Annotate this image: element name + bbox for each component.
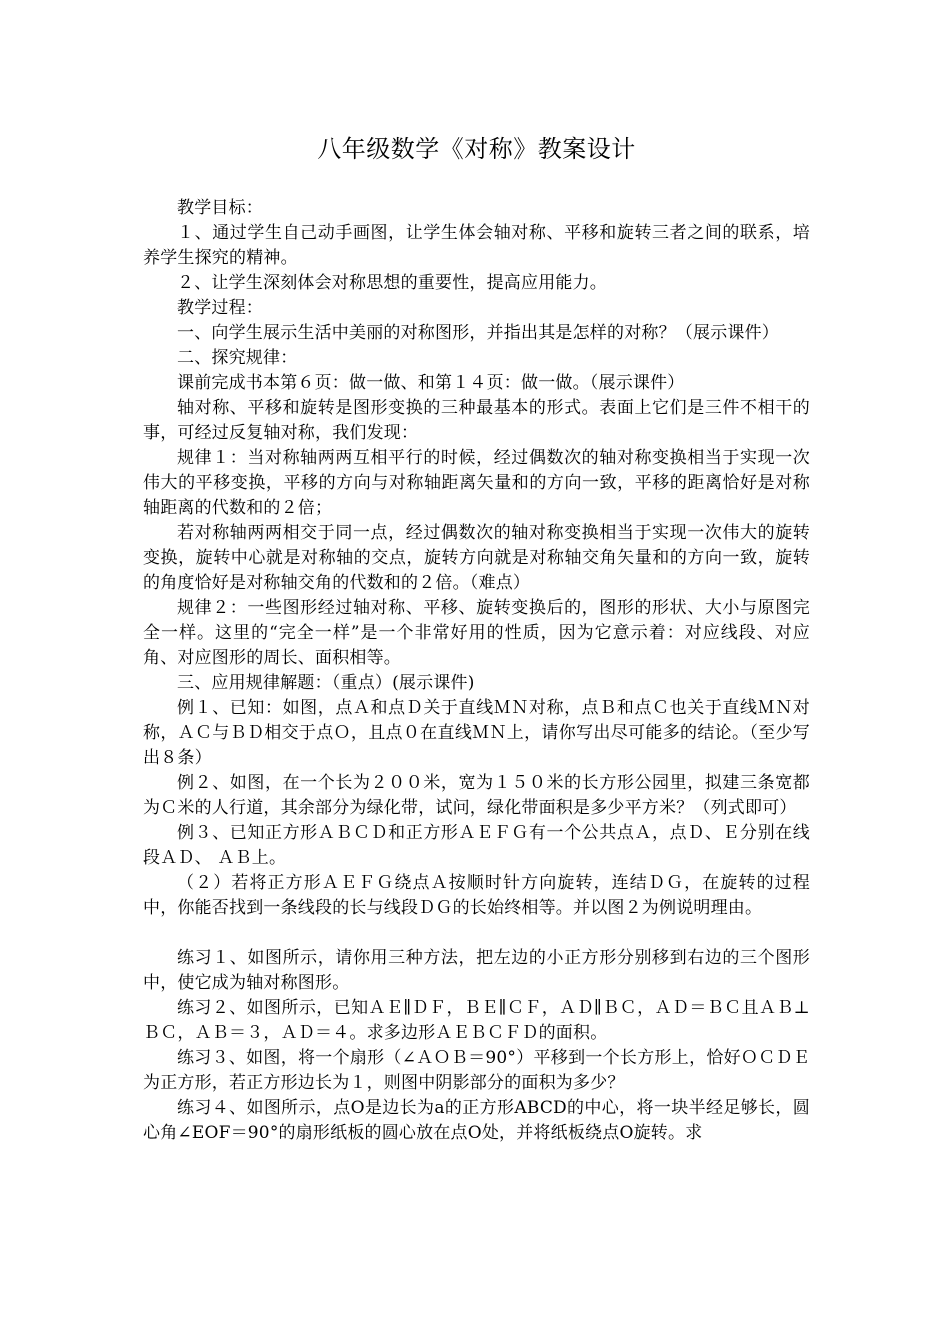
- document-title: 八年级数学《对称》教案设计: [317, 135, 636, 163]
- paragraph: 例２、如图，在一个长为２００米，宽为１５０米的长方形公园里，拟建三条宽都为Ｃ米的人行道，其余部分为绿化带，试问，绿化带面积是多少平方米？（列式即可）: [143, 773, 810, 818]
- paragraph: 轴对称、平移和旋转是图形变换的三种最基本的形式。表面上它们是三件不相干的事，可经过反复轴对称，我们发现：: [143, 398, 810, 443]
- paragraph: 规律２：一些图形经过轴对称、平移、旋转变换后的，图形的形状、大小与原图完全一样。这里的“完全一样”是一个非常好用的性质，因为它意示着：对应线段、对应角、对应图形的周长、面积相等。: [143, 598, 810, 668]
- paragraph: 一、向学生展示生活中美丽的对称图形，并指出其是怎样的对称？（展示课件）: [177, 323, 779, 343]
- paragraph: 练习２、如图所示，已知ＡＥ∥ＤＦ，ＢＥ∥ＣＦ，ＡＤ∥ＢＣ，ＡＤ＝ＢＣ且ＡＢ⊥ＢＣ，ＡＢ＝３，ＡＤ＝４。求多边形ＡＥＢＣＦＤ的面积。: [143, 998, 810, 1043]
- document-page: [143, 128, 810, 1146]
- paragraph: 三、应用规律解题：（重点）(展示课件): [177, 673, 475, 693]
- paragraph: 规律１：当对称轴两两互相平行的时候，经过偶数次的轴对称变换相当于实现一次伟大的平移变换，平移的方向与对称轴距离矢量和的方向一致，平移的距离恰好是对称轴距离的代数和的２倍；: [143, 448, 810, 518]
- paragraph: 例１、已知：如图，点Ａ和点Ｄ关于直线ＭＮ对称，点Ｂ和点Ｃ也关于直线ＭＮ对称，ＡＣ与ＢＤ相交于点Ｏ，且点０在直线ＭＮ上，请你写出尽可能多的结论。（至少写出８条）: [143, 698, 810, 768]
- paragraph: 教学过程：: [177, 298, 263, 318]
- paragraph: １、通过学生自己动手画图，让学生体会轴对称、平移和旋转三者之间的联系，培养学生探究的精神。: [143, 223, 810, 268]
- paragraph: 例３、已知正方形ＡＢＣＤ和正方形ＡＥＦＧ有一个公共点Ａ，点Ｄ、Ｅ分别在线段ＡＤ、 ＡＢ上。: [143, 823, 810, 868]
- paragraph: 二、探究规律：: [177, 348, 298, 368]
- paragraph: ２、让学生深刻体会对称思想的重要性，提高应用能力。: [177, 273, 607, 293]
- paragraph: 课前完成书本第６页：做一做、和第１４页：做一做。（展示课件）: [177, 373, 685, 393]
- paragraph: 教学目标：: [177, 198, 263, 218]
- paragraph: 若对称轴两两相交于同一点，经过偶数次的轴对称变换相当于实现一次伟大的旋转变换，旋转中心就是对称轴的交点，旋转方向就是对称轴交角矢量和的方向一致，旋转的角度恰好是对称轴交角的代数和的２倍。（难点）: [143, 523, 810, 593]
- paragraph: 练习１、如图所示，请你用三种方法，把左边的小正方形分别移到右边的三个图形中，使它成为轴对称图形。: [143, 948, 810, 993]
- paragraph: （２）若将正方形ＡＥＦＧ绕点Ａ按顺时针方向旋转，连结ＤＧ，在旋转的过程中，你能否找到一条线段的长与线段ＤＧ的长始终相等。并以图２为例说明理由。: [143, 873, 810, 918]
- blank-line: [143, 921, 810, 946]
- paragraph: 练习４、如图所示，点O是边长为a的正方形ABCD的中心，将一块半经足够长，圆心角∠EOF＝90°的扇形纸板的圆心放在点O处，并将纸板绕点O旋转。求: [143, 1098, 810, 1143]
- paragraph: 练习３、如图，将一个扇形（∠ＡＯＢ＝90°）平移到一个长方形上，恰好ＯＣＤＥ为正方形，若正方形边长为１，则图中阴影部分的面积为多少？: [143, 1048, 810, 1093]
